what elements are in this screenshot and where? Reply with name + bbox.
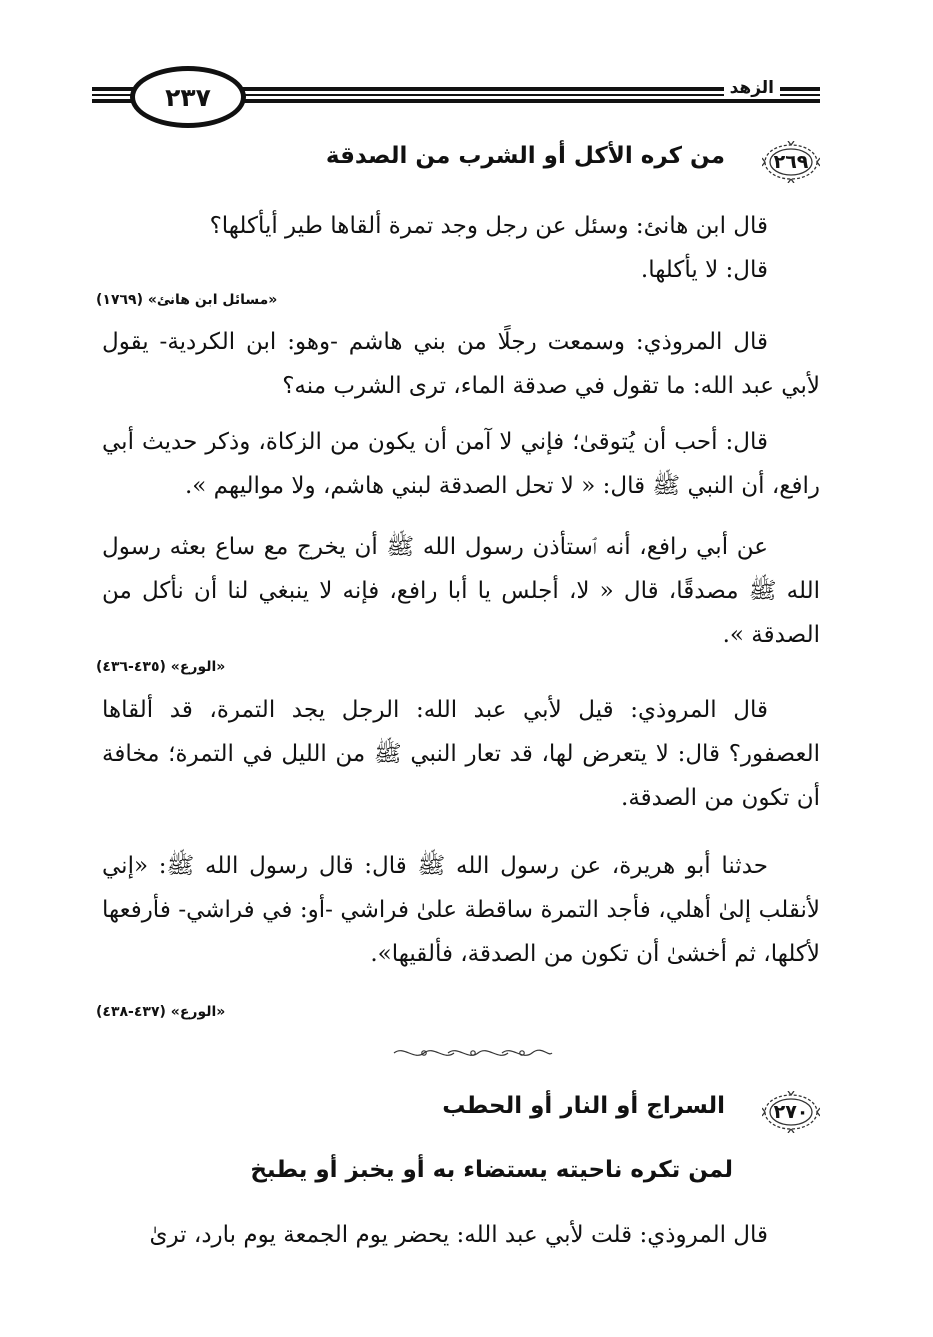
page-number: ٢٣٧ bbox=[165, 82, 211, 112]
running-title: الزهد bbox=[724, 78, 780, 98]
paragraph-5 bbox=[102, 688, 820, 820]
paragraph-text: قال ابن هانئ: وسئل عن رجل وجد تمرة ألقاها طير أيأكلها؟ bbox=[209, 213, 768, 239]
paragraph-6 bbox=[102, 844, 820, 976]
paragraph-text: قال المروذي: قلت لأبي عبد الله: يحضر يوم الجمعة يوم بارد، ترىٰ bbox=[149, 1222, 768, 1248]
paragraph-text: قال المروذي: قيل لأبي عبد الله: الرجل يجد التمرة، قد ألقاها العصفور؟ قال: لا يتعرض لها، قد تعار النبي ﷺ من الليل في التمرة؛ مخافة أن تكون من الصدقة. bbox=[102, 697, 820, 811]
chapter-number: ٢٧٠ bbox=[773, 1101, 809, 1123]
chapter-title: السراج أو النار أو الحطب bbox=[442, 1093, 725, 1119]
paragraph-text: قال: أحب أن يُتوقىٰ؛ فإني لا آمن أن يكون من الزكاة، وذكر حديث أبي رافع، أن النبي ﷺ قال: « لا تحل الصدقة لبني هاشم، ولا مواليهم ». bbox=[102, 429, 820, 499]
paragraph-3 bbox=[102, 420, 820, 508]
reference-citation: «مسائل ابن هانئ» (١٧٦٩) bbox=[96, 292, 278, 308]
rosette-badge-icon bbox=[762, 1091, 820, 1133]
header-rule-left-mid bbox=[92, 94, 134, 96]
header-rule-left-top bbox=[92, 87, 134, 91]
paragraph-1 bbox=[102, 204, 820, 292]
paragraph-text: قال: لا يأكلها. bbox=[640, 257, 768, 283]
paragraph-2 bbox=[102, 320, 820, 408]
paragraph-270-1 bbox=[102, 1213, 820, 1257]
header-rule-bottom bbox=[242, 99, 820, 103]
rosette-badge-icon bbox=[762, 141, 820, 183]
chapter-heading-270 bbox=[102, 1087, 820, 1139]
reference-citation: «الورع» (٤٣٥-٤٣٦) bbox=[96, 659, 226, 675]
floral-divider-icon bbox=[390, 1044, 556, 1062]
page-number-oval bbox=[130, 66, 246, 128]
paragraph-text: قال المروذي: وسمعت رجلًا من بني هاشم -وهو: ابن الكردية- يقول لأبي عبد الله: ما تقول في صدقة الماء، ترى الشرب منه؟ bbox=[102, 329, 820, 399]
paragraph-text: حدثنا أبو هريرة، عن رسول الله ﷺ قال: قال رسول الله ﷺ: «إني لأنقلب إلىٰ أهلي، فأجد التمرة ساقطة علىٰ فراشي -أو: في فراشي- فأرفعها لأكلها، ثم أخشىٰ أن تكون من الصدقة، فألقيها». bbox=[102, 853, 820, 967]
chapter-heading-269 bbox=[102, 137, 820, 189]
header-rule-left-bottom bbox=[92, 99, 134, 103]
paragraph-text: عن أبي رافع، أنه ٱستأذن رسول الله ﷺ أن يخرج مع ساع بعثه رسول الله ﷺ مصدقًا، قال « لا، أجلس يا أبا رافع، فإنه لا ينبغي لنا أن نأكل من الصدقة ». bbox=[102, 534, 820, 648]
chapter-title: من كره الأكل أو الشرب من الصدقة bbox=[325, 143, 725, 169]
page-header bbox=[92, 62, 820, 132]
paragraph-4 bbox=[102, 525, 820, 657]
chapter-number: ٢٦٩ bbox=[773, 151, 809, 173]
reference-citation: «الورع» (٤٣٧-٤٣٨) bbox=[96, 1004, 226, 1020]
chapter-subtitle: لمن تكره ناحيته يستضاء به أو يخبز أو يطبخ bbox=[250, 1157, 733, 1183]
